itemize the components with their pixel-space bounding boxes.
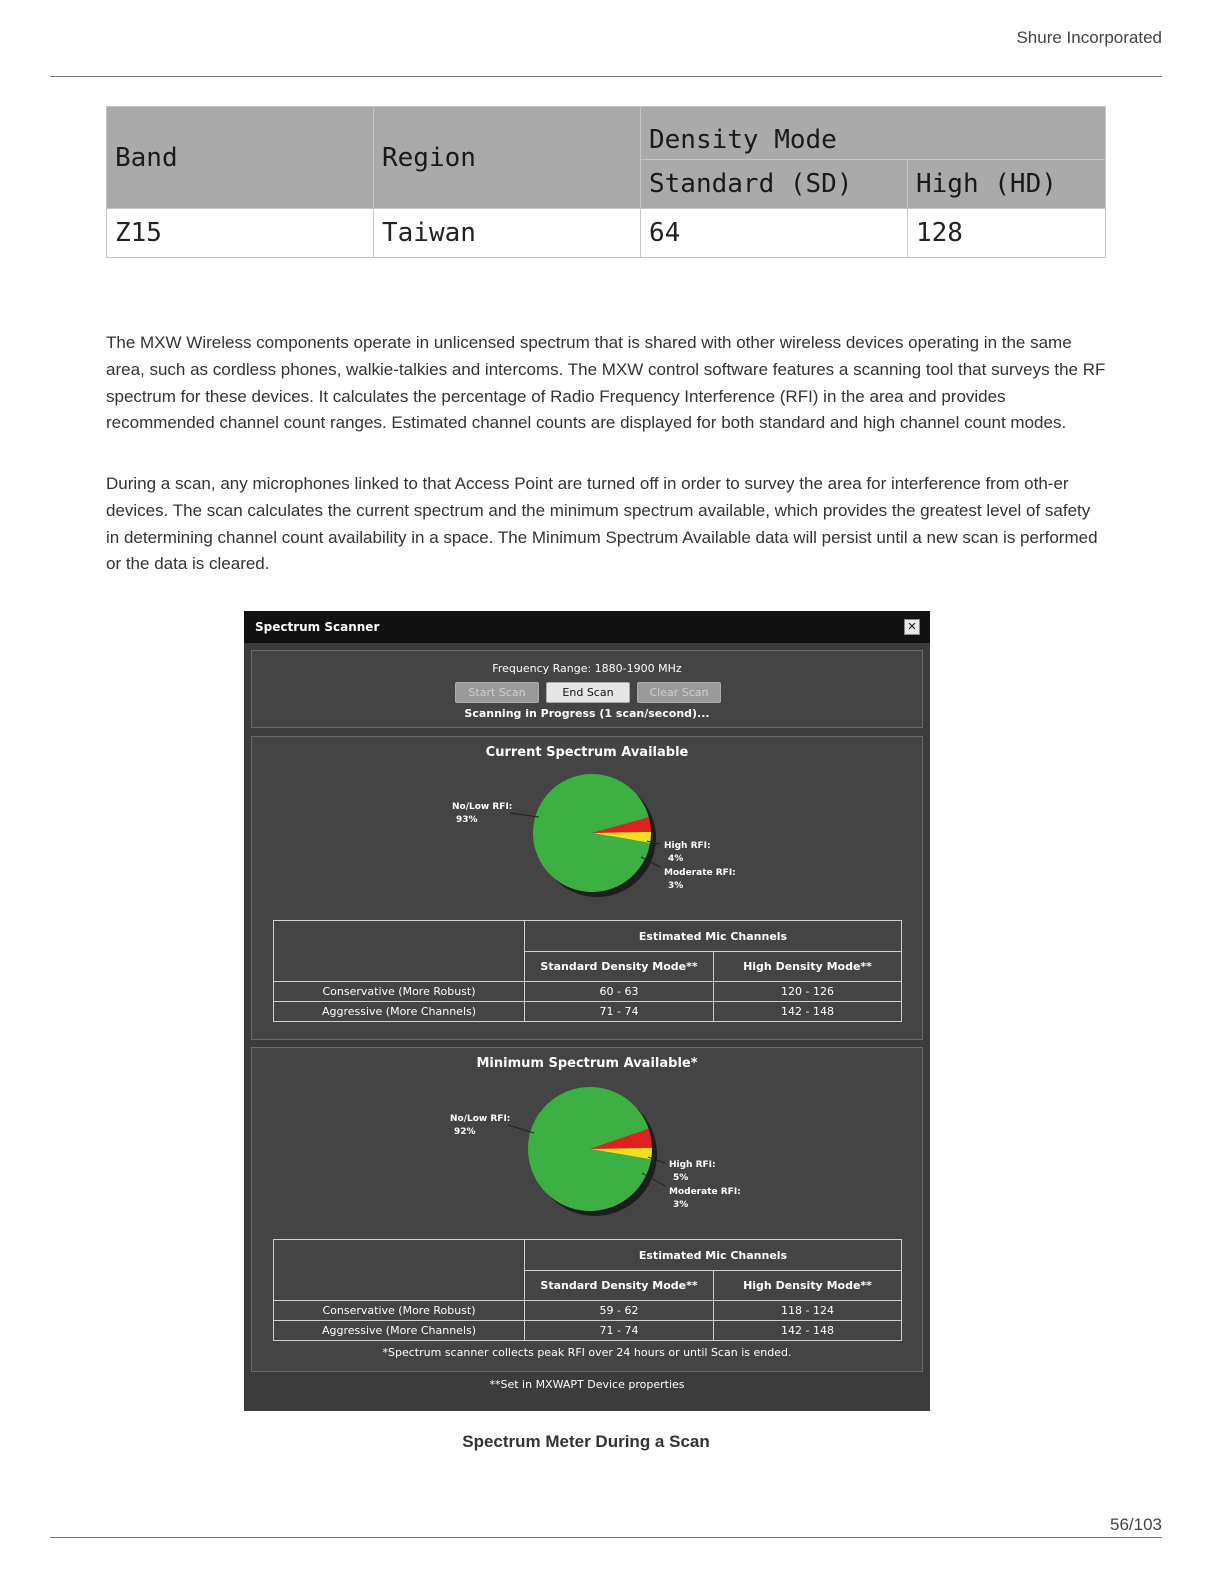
start-scan-button[interactable]: Start Scan — [455, 682, 539, 703]
col-header-region: Region — [374, 107, 641, 209]
scanner-titlebar — [244, 611, 930, 643]
frequency-range: Frequency Range: 1880-1900 MHz — [492, 662, 682, 675]
col-header-density-mode: Density Mode — [641, 107, 1106, 160]
paragraph-scan: During a scan, any microphones linked to that Access Point are turned off in order to survey the area for interference from oth-er devices. The scan calculates the current spectrum and the minimum spectrum available, which provides the greatest level of safety in determining channel count availability in a space. The Minimum Spectrum Available data will persist until a new scan is performed or the data is cleared. — [106, 474, 1098, 574]
minimum-spectrum-title: Minimum Spectrum Available* — [476, 1056, 698, 1071]
header-company-name: Shure Incorporated — [1016, 28, 1162, 47]
pie-label-low-name: No/Low RFI: — [450, 1114, 511, 1124]
pie-leader-line — [508, 1125, 534, 1133]
current-spectrum-title: Current Spectrum Available — [485, 745, 689, 760]
standard-density-header: Standard Density Mode** — [525, 952, 714, 982]
cell-band: Z15 — [107, 209, 374, 258]
cell-standard: 64 — [641, 209, 908, 258]
pie-label-moderate-name: Moderate RFI: — [669, 1187, 741, 1197]
pie-label-moderate-value: 3% — [668, 881, 684, 891]
header-rule — [50, 76, 1162, 77]
col-header-high: High (HD) — [908, 160, 1106, 209]
col-header-band: Band — [107, 107, 374, 209]
cell-region: Taiwan — [374, 209, 641, 258]
row-label-aggressive: Aggressive (More Channels) — [274, 1002, 525, 1022]
pie-label-high-name: High RFI: — [669, 1160, 716, 1170]
figure-caption: Spectrum Meter During a Scan — [462, 1432, 710, 1451]
minimum-footnote: *Spectrum scanner collects peak RFI over 24 hours or until Scan is ended. — [382, 1346, 792, 1359]
spectrum-scanner-window — [244, 611, 930, 1411]
scan-controls-panel — [251, 650, 923, 728]
page-number: 56/103 — [1110, 1515, 1162, 1534]
table-row — [274, 982, 902, 1002]
cell-aggressive-sd: 71 - 74 — [525, 1002, 714, 1022]
cell-high: 128 — [908, 209, 1106, 258]
row-label-conservative: Conservative (More Robust) — [274, 1301, 525, 1321]
current-spectrum-panel — [251, 736, 923, 1040]
pie-label-high-name: High RFI: — [664, 841, 711, 851]
estimated-mic-channels-header: Estimated Mic Channels — [525, 1240, 902, 1271]
cell-conservative-hd: 118 - 124 — [714, 1301, 902, 1321]
table-row — [274, 1301, 902, 1321]
pie-label-moderate-value: 3% — [673, 1200, 689, 1210]
table-row — [274, 1321, 902, 1341]
pie-label-high-value: 5% — [673, 1173, 689, 1183]
table-row — [274, 1002, 902, 1022]
minimum-spectrum-pie — [252, 1048, 922, 1238]
scan-status: Scanning in Progress (1 scan/second)... — [464, 707, 710, 720]
cell-conservative-sd: 60 - 63 — [525, 982, 714, 1002]
minimum-mic-channels-table — [273, 1239, 902, 1341]
pie-label-low-name: No/Low RFI: — [452, 802, 513, 812]
table-row — [107, 209, 1106, 258]
col-header-standard: Standard (SD) — [641, 160, 908, 209]
cell-conservative-hd: 120 - 126 — [714, 982, 902, 1002]
cell-conservative-sd: 59 - 62 — [525, 1301, 714, 1321]
pie-label-low-value: 93% — [456, 815, 478, 825]
paragraph-intro: The MXW Wireless components operate in unlicensed spectrum that is shared with other wireless devices operating in the same area, such as cordless phones, walkie-talkies and intercoms. The MXW control software features a scanning tool that surveys the RF spectrum for these devices. It calculates the percentage of Radio Frequency Interference (RFI) in the area and provides recommended channel count ranges. Estimated channel counts are displayed for both standard and high channel count modes. — [106, 333, 1106, 433]
blank-header — [274, 1240, 525, 1301]
pie-label-high-value: 4% — [668, 854, 684, 864]
footer-rule — [50, 1537, 1162, 1538]
cell-aggressive-hd: 142 - 148 — [714, 1321, 902, 1341]
cell-aggressive-sd: 71 - 74 — [525, 1321, 714, 1341]
close-icon[interactable]: ✕ — [904, 619, 920, 635]
pie-label-moderate-name: Moderate RFI: — [664, 868, 736, 878]
scanner-title: Spectrum Scanner — [255, 620, 380, 634]
pie-label-low-value: 92% — [454, 1127, 476, 1137]
blank-header — [274, 921, 525, 982]
current-mic-channels-table — [273, 920, 902, 1022]
pie-leader-line — [510, 813, 539, 817]
high-density-header: High Density Mode** — [714, 1271, 902, 1301]
band-density-table — [106, 106, 1106, 258]
estimated-mic-channels-header: Estimated Mic Channels — [525, 921, 902, 952]
standard-density-header: Standard Density Mode** — [525, 1271, 714, 1301]
device-properties-footnote: **Set in MXWAPT Device properties — [489, 1378, 685, 1391]
cell-aggressive-hd: 142 - 148 — [714, 1002, 902, 1022]
current-spectrum-pie — [252, 737, 922, 917]
row-label-conservative: Conservative (More Robust) — [274, 982, 525, 1002]
row-label-aggressive: Aggressive (More Channels) — [274, 1321, 525, 1341]
end-scan-button[interactable]: End Scan — [546, 682, 630, 703]
high-density-header: High Density Mode** — [714, 952, 902, 982]
clear-scan-button[interactable]: Clear Scan — [637, 682, 721, 703]
minimum-spectrum-panel — [251, 1047, 923, 1372]
